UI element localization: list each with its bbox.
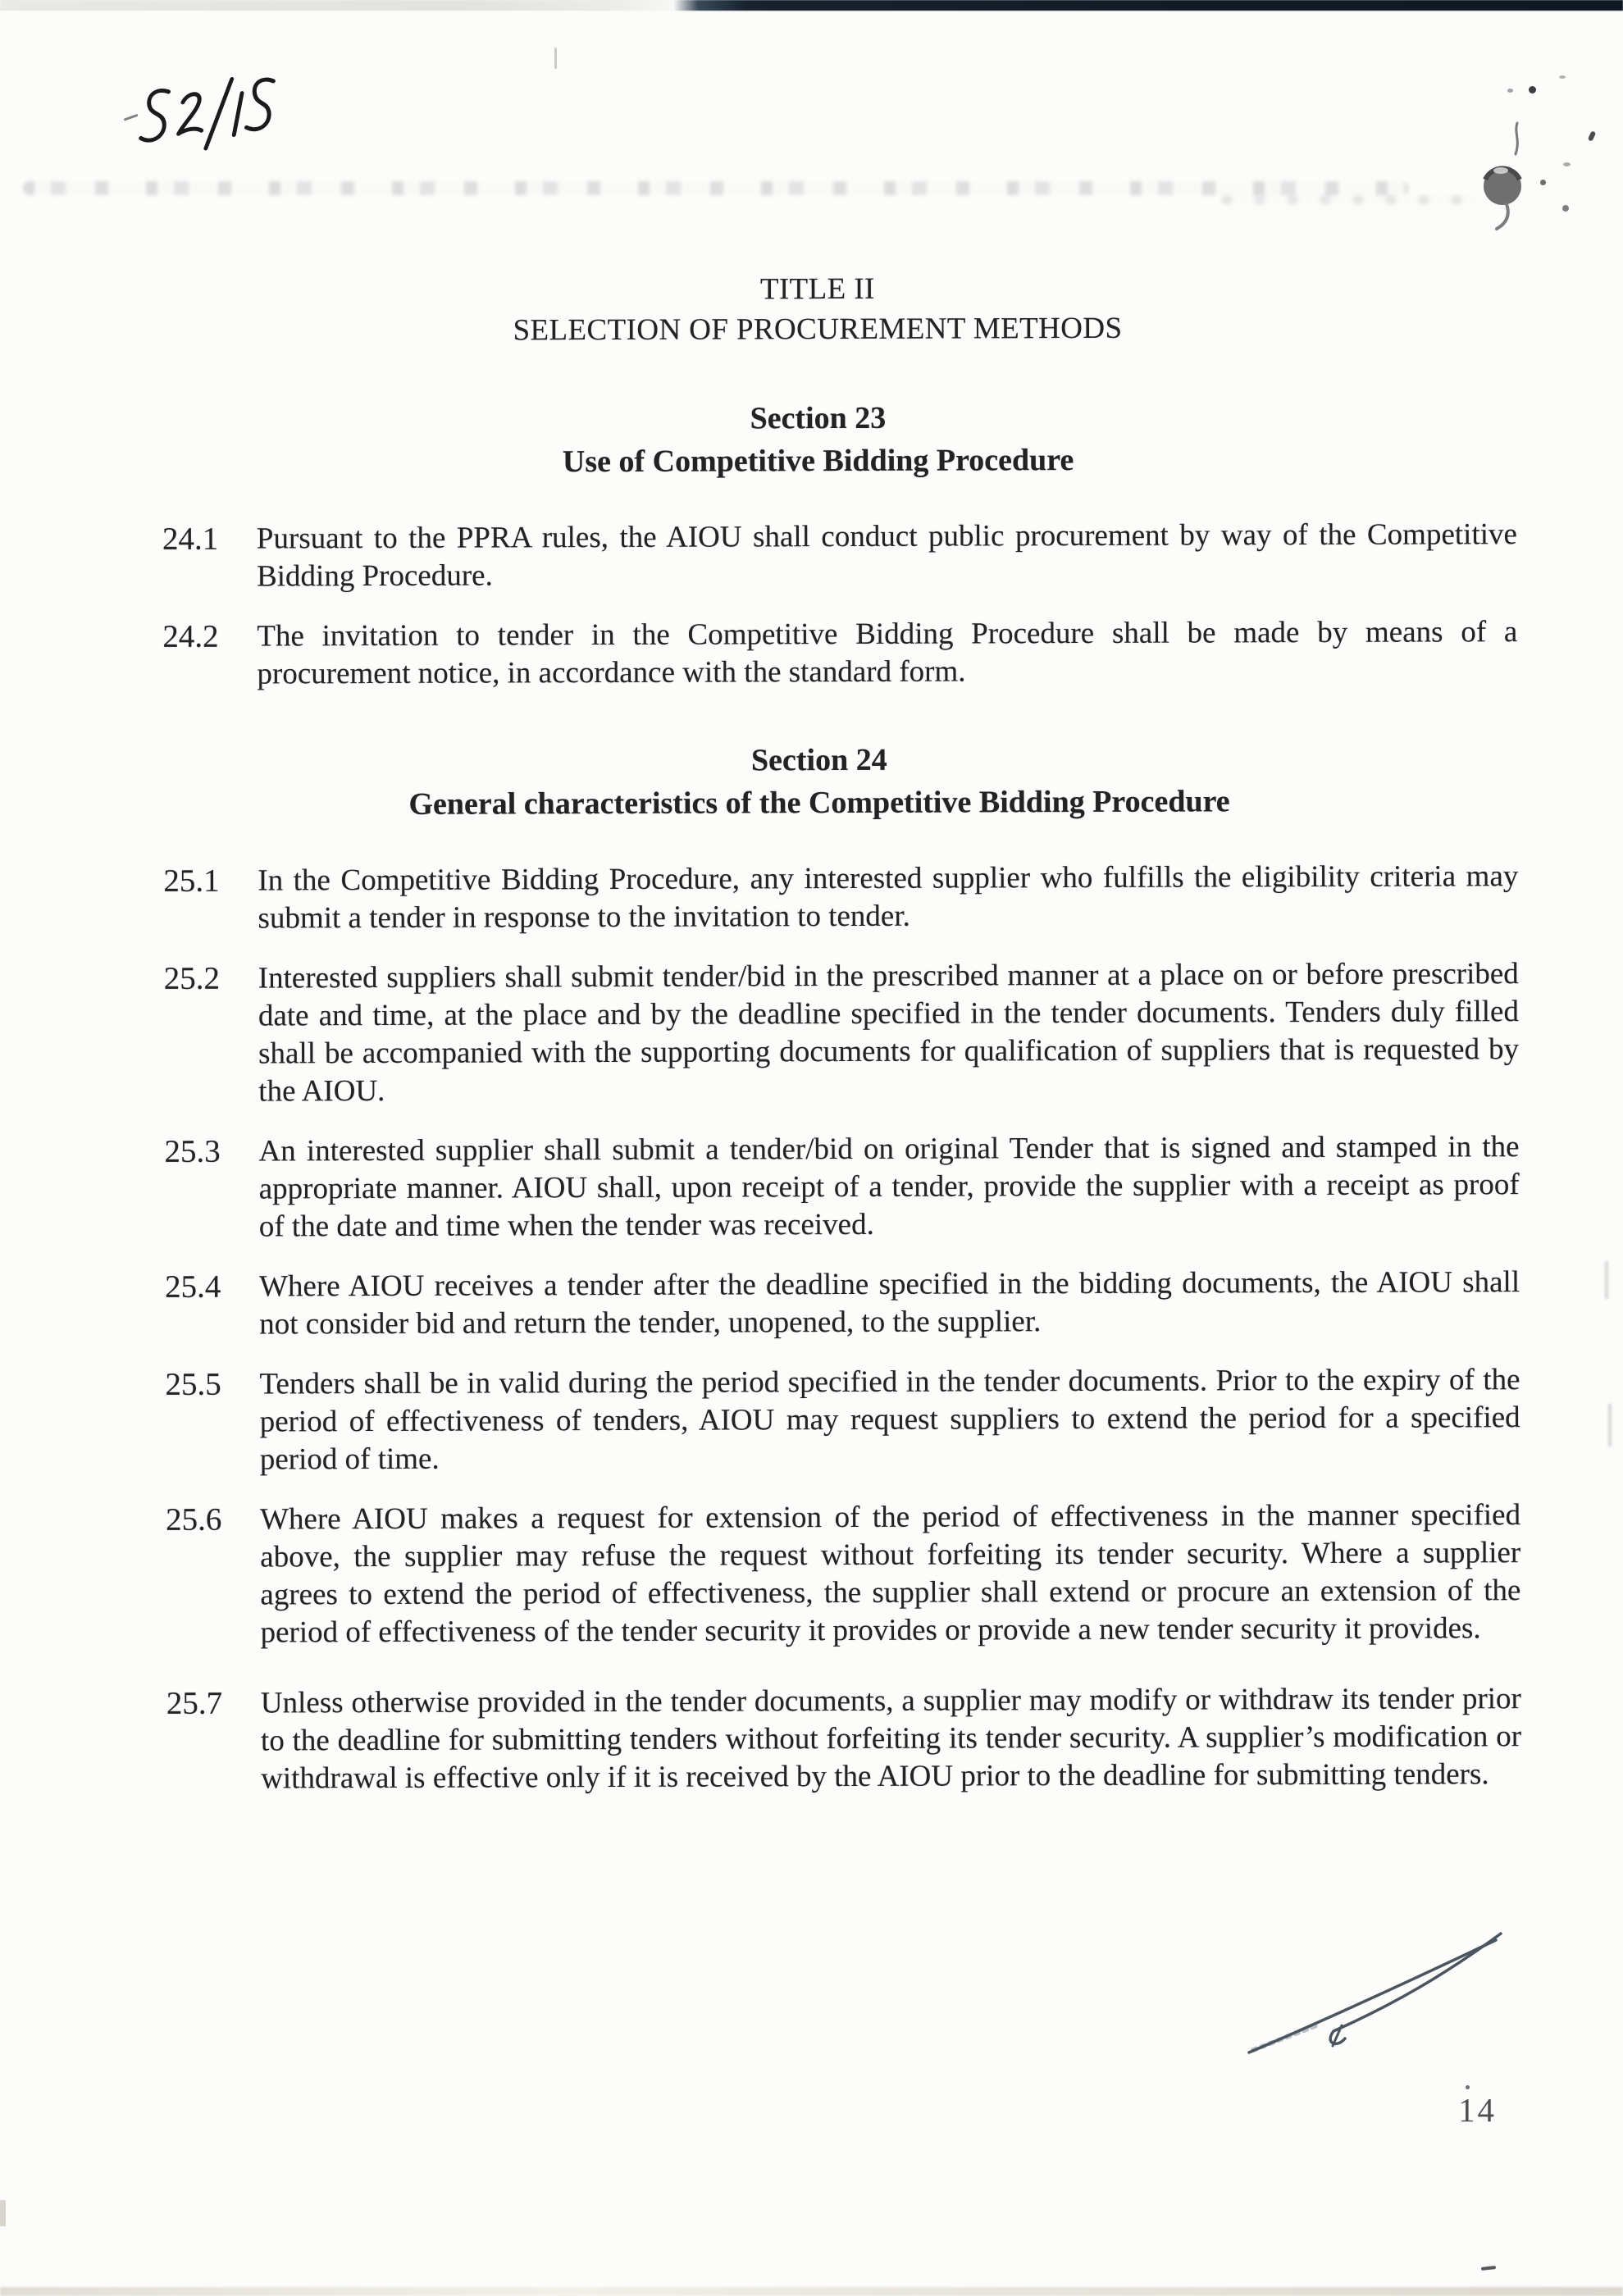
clause-number: 25.7: [166, 1685, 223, 1721]
clause-text: Pursuant to the PPRA rules, the AIOU shall conduct public procurement by way of the Competitive Bidding Procedure.: [256, 517, 1517, 594]
clause-25-5: [165, 1361, 1520, 1479]
clause-25-2: [164, 955, 1520, 1111]
clause-number: 25.3: [164, 1133, 221, 1169]
clause-number: 25.6: [165, 1501, 222, 1538]
edge-smudge: [1608, 1404, 1612, 1446]
clause-text: In the Competitive Bidding Procedure, any interested supplier who fulfills the eligibility criteria may submit a tender in response to the invitation to tender.: [258, 859, 1519, 936]
ink-speck: [1562, 205, 1569, 212]
clause-text: Tenders shall be in valid during the period specified in the tender documents. Prior to the expiry of the period of effectiveness of tenders, AIOU may request suppliers to extend the period for a specified period of time.: [259, 1363, 1520, 1477]
handwritten-folio-mark: [120, 69, 311, 173]
clause-number: 25.4: [165, 1269, 221, 1305]
document-title-line1: TITLE II: [759, 271, 875, 307]
clause-25-1: [163, 858, 1518, 938]
document-title-line2: SELECTION OF PROCUREMENT METHODS: [513, 311, 1123, 348]
clause-number: 24.2: [162, 618, 219, 654]
scan-margin-notch: [0, 2200, 6, 2226]
ink-speck: [1507, 89, 1513, 93]
clause-25-4: [165, 1264, 1520, 1344]
ink-speck: [554, 48, 557, 69]
clause-number: 25.2: [163, 960, 221, 996]
clause-text: An interested supplier shall submit a tender/bid on original Tender that is signed and stamped in the appropriate manner. AIOU shall, upon receipt of a tender, provide the supplier with a receipt as proof of the date and time when the tender was received.: [258, 1130, 1520, 1244]
page-number: 14: [1458, 2091, 1497, 2129]
scan-edge-bar-bottom: [0, 2287, 1623, 2296]
clause-text: Interested suppliers shall submit tender/bid in the prescribed manner at a place on or before prescribed date and time, at the place and by the deadline specified in the tender documents. Tenders duly filled shall be accompanied with the supporting documents for qualification of suppliers that is requested by the AIOU.: [258, 957, 1520, 1109]
ink-dash-mark: [1481, 2266, 1496, 2271]
clause-text: Where AIOU makes a request for extension of the period of effectiveness in the manner specified above, the supplier may refuse the request without forfeiting its tender security. Where a supplier agrees to extend the period of effectiveness, the supplier shall extend or procure an extension of the period of effectiveness of the tender security it provides or provide a new tender security it provides.: [259, 1498, 1521, 1650]
clause-number: 24.1: [162, 521, 219, 557]
clause-number: 25.1: [163, 863, 220, 899]
scan-edge-bar-top: [0, 0, 1623, 11]
ink-blob: [1472, 160, 1620, 258]
ghost-text-smudge: [23, 181, 1409, 195]
clause-24-2: [162, 613, 1517, 694]
ghost-text-smudge-right: [1222, 195, 1476, 204]
ink-speck: [1529, 86, 1536, 93]
ink-speck: [1559, 75, 1566, 79]
clause-24-1: [162, 516, 1517, 596]
clause-number: 25.5: [165, 1366, 221, 1402]
clause-25-7: [166, 1680, 1521, 1798]
ink-speck: [1563, 162, 1571, 166]
clause-25-6: [166, 1496, 1521, 1652]
clause-text: Unless otherwise provided in the tender documents, a supplier may modify or withdraw its tender prior to the deadline for submitting tenders without forfeiting its tender security. A supplier’s modification or withdrawal is effective only if it is received by the AIOU prior to the deadline for submitting tenders.: [260, 1682, 1522, 1796]
edge-smudge: [1605, 1261, 1608, 1299]
document-page: [162, 266, 1521, 1798]
ink-speck: [1588, 130, 1597, 141]
ink-speck: [1540, 180, 1546, 185]
section-23-subheading: Use of Competitive Bidding Procedure: [562, 443, 1074, 480]
section-24-subheading: General characteristics of the Competitive Bidding Procedure: [408, 784, 1230, 822]
signature: [1230, 1919, 1542, 2083]
clause-text: Where AIOU receives a tender after the deadline specified in the bidding documents, the AIOU shall not consider bid and return the tender, unopened, to the supplier.: [259, 1265, 1520, 1342]
page-number-speck: [1466, 2085, 1470, 2089]
clause-25-3: [164, 1128, 1519, 1246]
section-24-heading: Section 24: [750, 742, 887, 778]
ink-curl-mark: [1509, 121, 1529, 157]
clause-text: The invitation to tender in the Competitive Bidding Procedure shall be made by means of a procurement notice, in accordance with the standard form.: [257, 615, 1518, 691]
section-23-heading: Section 23: [750, 400, 887, 436]
